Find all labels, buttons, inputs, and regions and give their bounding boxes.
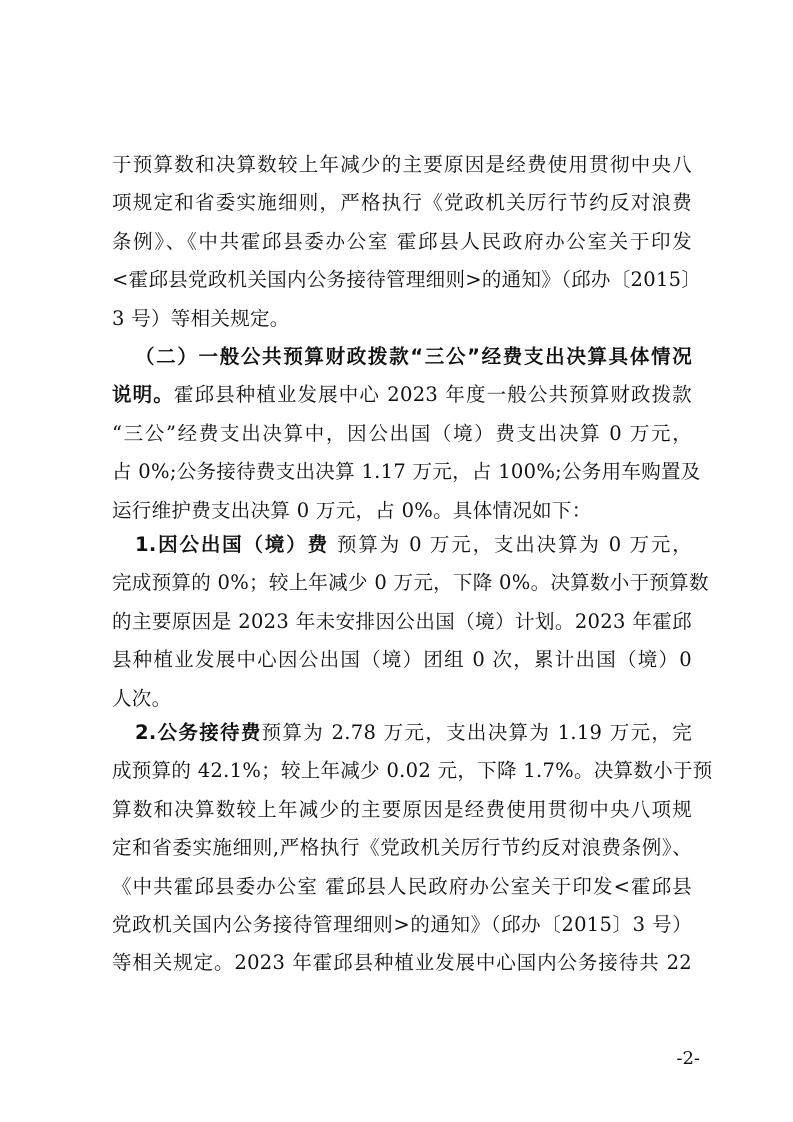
subheading-text: 2.公务接待费: [135, 721, 262, 744]
heading-text: 说明。: [112, 383, 174, 407]
paragraph-1: [112, 146, 702, 338]
text-line: 运行维护费支出决算 0 万元，占 0%。具体情况如下：: [112, 498, 592, 522]
text-line: 条例》、《中共霍邱县委办公室 霍邱县人民政府办公室关于印发: [112, 229, 692, 253]
text-line: 党政机关国内公务接待管理细则>的通知》（邱办〔2015〕3 号）: [112, 912, 692, 936]
text-line: [112, 376, 692, 414]
text-line: [112, 526, 692, 564]
page-number: -2-: [676, 1048, 700, 1069]
text-line: 人次。: [112, 686, 172, 710]
text-line: 完成预算的 0%；较上年减少 0 万元，下降 0%。决算数小于预算数: [112, 571, 709, 595]
subheading-text: 1.因公出国（境）费: [135, 533, 329, 556]
body-text: 霍邱县种植业发展中心 2023 年度一般公共预算财政拨款: [173, 383, 692, 407]
text-line: 等相关规定。2023 年霍邱县种植业发展中心国内公务接待共 22: [112, 951, 692, 975]
paragraph-2: [112, 338, 701, 530]
text-line: 于预算数和决算数较上年减少的主要原因是经费使用贯彻中央八: [112, 153, 692, 176]
paragraph-3: [112, 526, 709, 718]
text-line: “三公”经费支出决算中，因公出国（境）费支出决算 0 万元，: [112, 421, 692, 445]
text-line: 占 0%;公务接待费支出决算 1.17 万元，占 100%;公务用车购置及: [112, 460, 701, 484]
text-line: 项规定和省委实施细则，严格执行《党政机关厉行节约反对浪费: [112, 191, 692, 215]
paragraph-4: [112, 714, 713, 983]
heading-text: （二）一般公共预算财政拨款“三公”经费支出决算具体情况: [135, 345, 692, 368]
section-heading: [112, 338, 692, 376]
text-line: 《中共霍邱县委办公室 霍邱县人民政府办公室关于印发<霍邱县: [112, 874, 692, 898]
text-line: 定和省委实施细则,严格执行《党政机关厉行节约反对浪费条例》、: [112, 836, 692, 860]
text-line: 的主要原因是 2023 年未安排因公出国（境）计划。2023 年霍邱: [112, 609, 692, 633]
text-line: 成预算的 42.1%；较上年减少 0.02 元，下降 1.7%。决算数小于预: [112, 759, 713, 783]
body-text: 预算为 2.78 万元，支出决算为 1.19 万元，完: [261, 721, 692, 744]
text-line: [112, 714, 692, 752]
text-line: 算数和决算数较上年减少的主要原因是经费使用贯彻中央八项规: [112, 797, 692, 821]
text-line: 县种植业发展中心因公出国（境）团组 0 次，累计出国（境）0: [112, 648, 692, 672]
text-line: <霍邱县党政机关国内公务接待管理细则>的通知》（邱办〔2015〕: [112, 268, 702, 292]
body-text: 预算为 0 万元，支出决算为 0 万元，: [328, 533, 692, 556]
text-line: 3 号）等相关规定。: [112, 306, 290, 330]
